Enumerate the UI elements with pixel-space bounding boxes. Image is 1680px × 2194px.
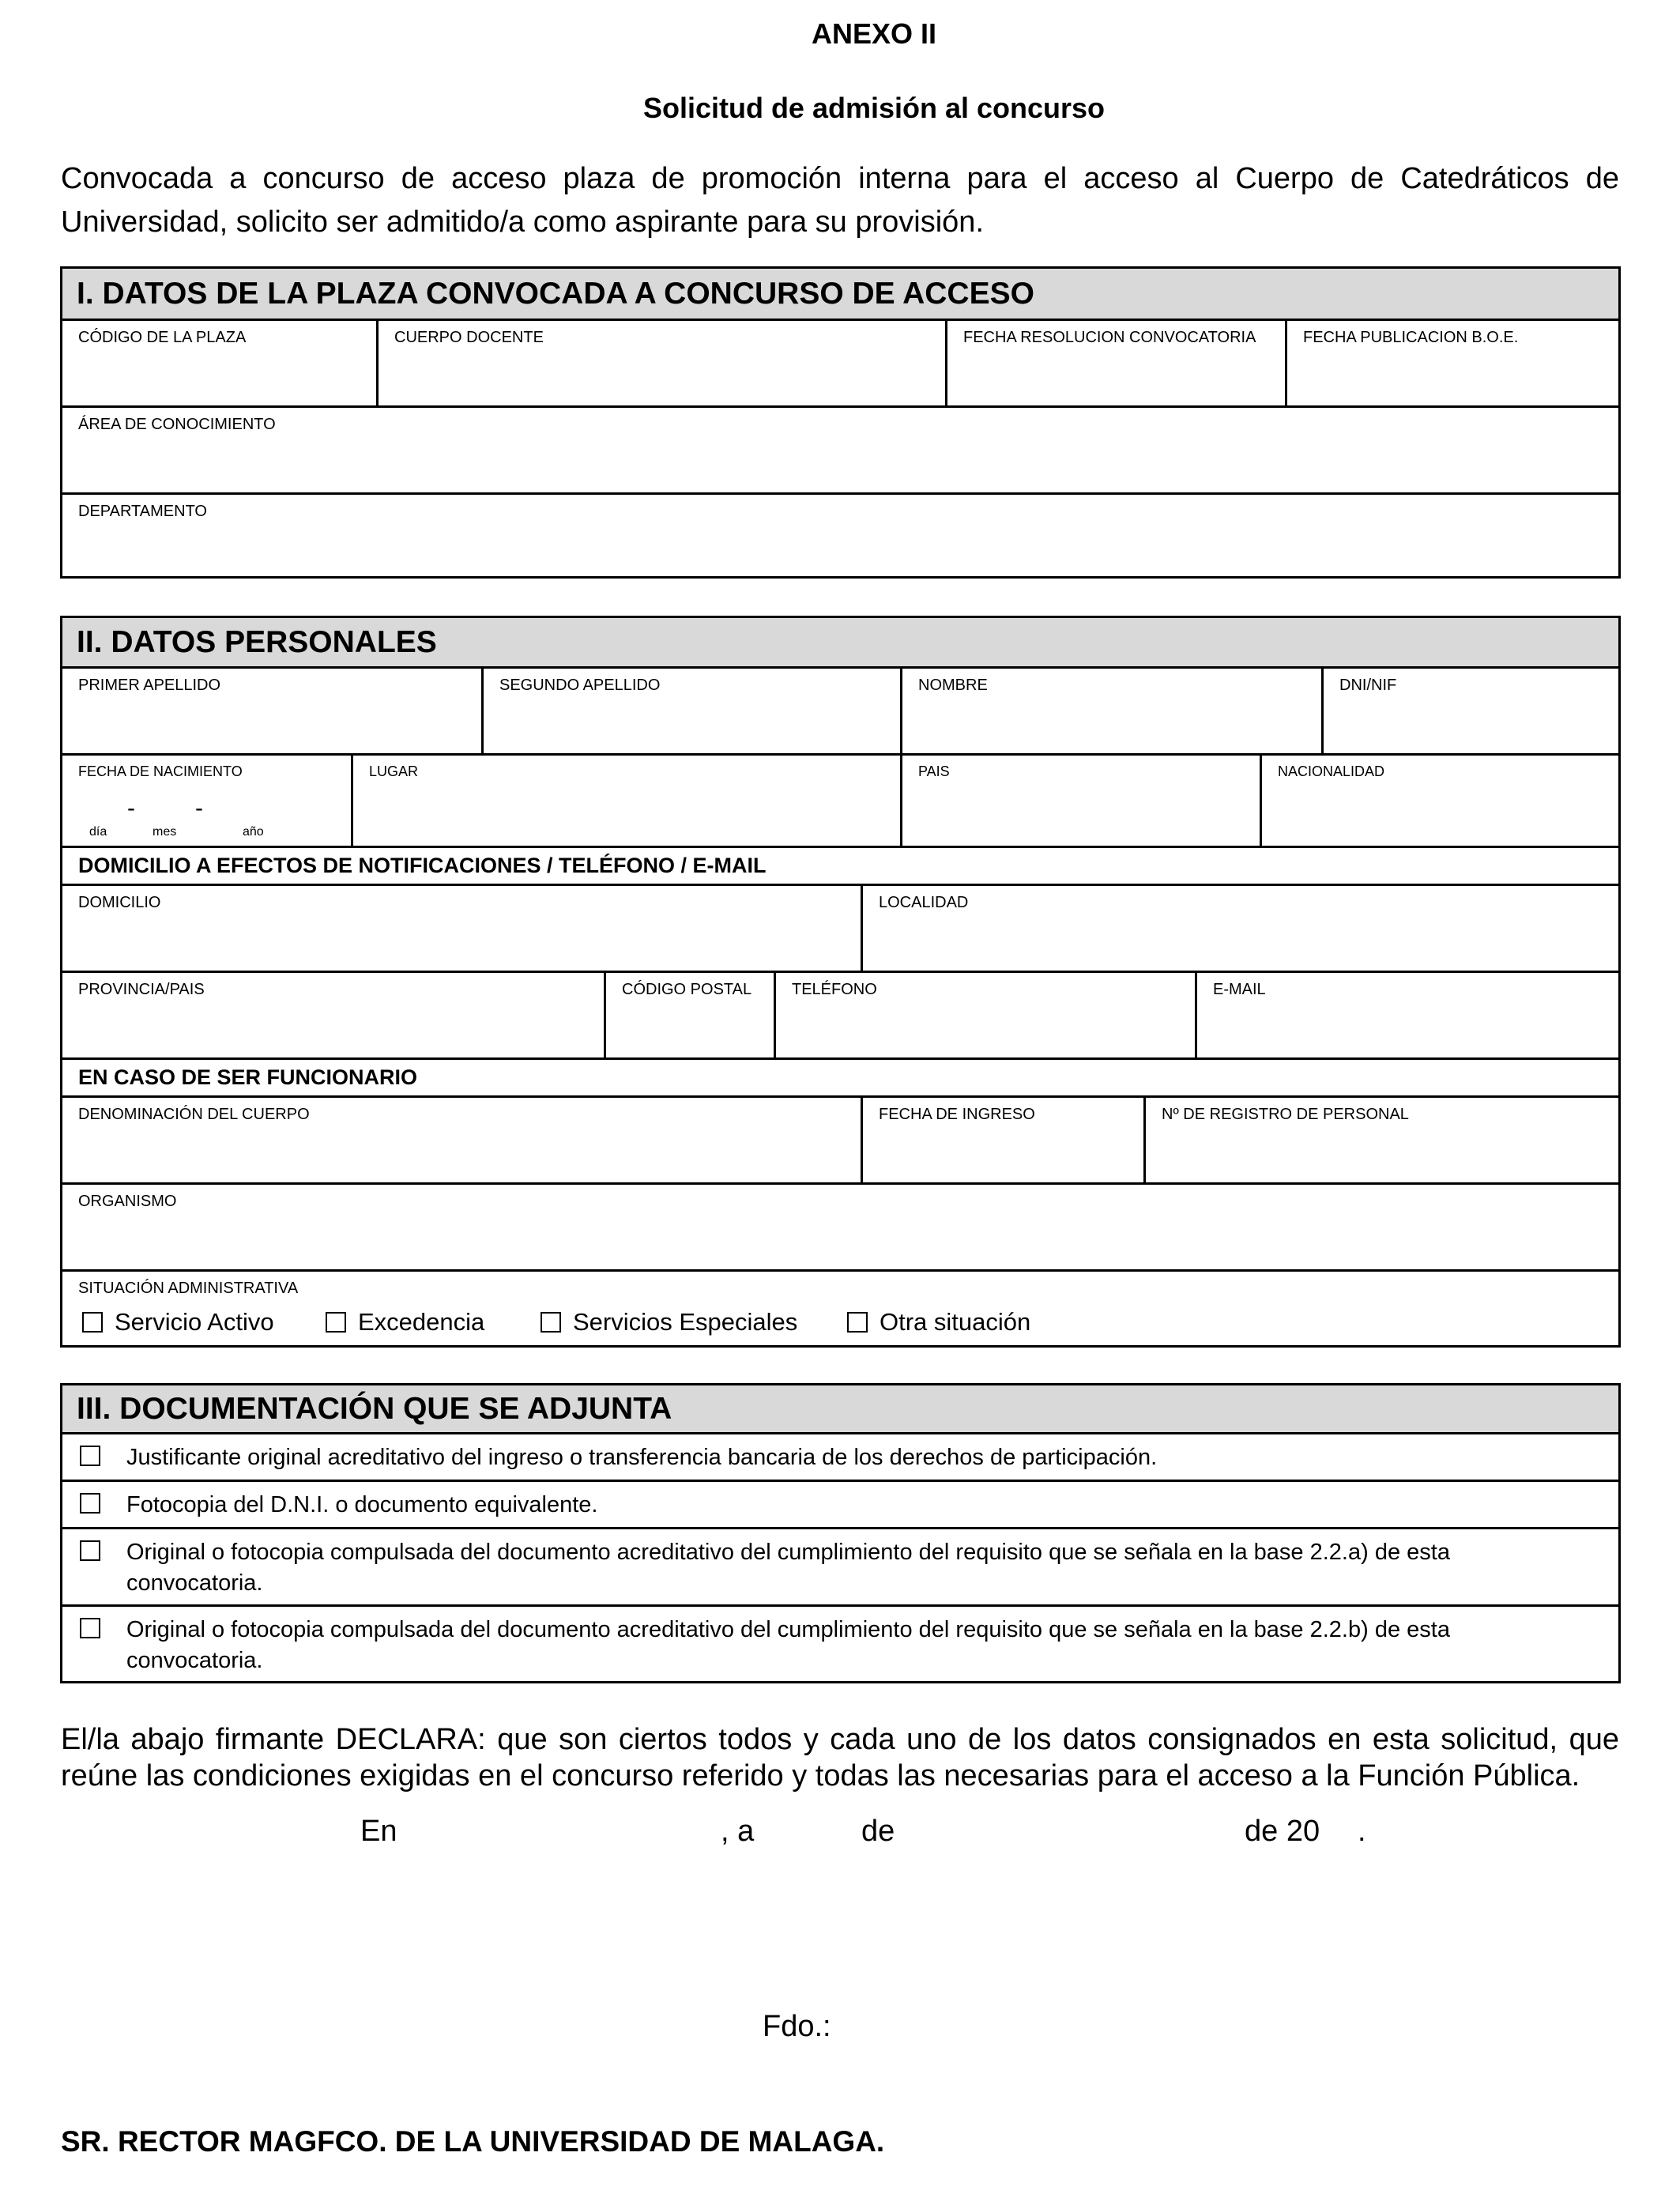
fecha-resolucion-field[interactable] — [945, 321, 1285, 405]
recipient: SR. RECTOR MAGFCO. DE LA UNIVERSIDAD DE MALAGA. — [61, 2125, 885, 2158]
option-excedencia[interactable] — [326, 1308, 484, 1336]
checkbox[interactable] — [80, 1446, 100, 1466]
dia-label: día — [89, 825, 107, 839]
area-conocimiento-label: ÁREA DE CONOCIMIENTO — [78, 416, 276, 433]
personal-row-3 — [62, 886, 1618, 973]
date-de-20: de 20 — [1245, 1815, 1320, 1848]
fecha-ingreso-label: FECHA DE INGRESO — [879, 1106, 1035, 1123]
nombre-field[interactable] — [900, 669, 1321, 753]
doc-item — [62, 1482, 1618, 1529]
fecha-ingreso-field[interactable] — [861, 1098, 1143, 1182]
checkbox[interactable] — [80, 1493, 100, 1514]
departamento-label: DEPARTAMENTO — [78, 503, 207, 520]
codigo-plaza-label: CÓDIGO DE LA PLAZA — [78, 329, 247, 346]
codigo-postal-field[interactable] — [604, 973, 774, 1057]
checkbox[interactable] — [80, 1618, 100, 1638]
checkbox[interactable] — [847, 1312, 868, 1333]
domicilio-subheader-text: DOMICILIO A EFECTOS DE NOTIFICACIONES / TELÉFONO / E-MAIL — [78, 854, 767, 877]
option-label: Otra situación — [880, 1308, 1031, 1336]
doc-item — [62, 1529, 1618, 1607]
provincia-field[interactable] — [62, 973, 604, 1057]
codigo-plaza-field[interactable] — [62, 321, 376, 405]
domicilio-subheader — [62, 848, 1618, 886]
dni-field[interactable] — [1321, 669, 1618, 753]
provincia-label: PROVINCIA/PAIS — [78, 981, 205, 998]
date-separator: - — [127, 795, 135, 821]
dni-label: DNI/NIF — [1339, 677, 1397, 694]
denominacion-cuerpo-label: DENOMINACIÓN DEL CUERPO — [78, 1106, 310, 1123]
option-label: Servicios Especiales — [573, 1308, 798, 1336]
denominacion-cuerpo-field[interactable] — [62, 1098, 861, 1182]
organismo-field[interactable] — [62, 1185, 1618, 1272]
doc-item-text: Fotocopia del D.N.I. o documento equivalente. — [126, 1492, 598, 1517]
personal-row-1 — [62, 669, 1618, 756]
cuerpo-docente-label: CUERPO DOCENTE — [394, 329, 544, 346]
primer-apellido-label: PRIMER APELLIDO — [78, 677, 221, 694]
situacion-label: SITUACIÓN ADMINISTRATIVA — [78, 1280, 299, 1297]
place-a: , a — [721, 1815, 755, 1848]
doc-item — [62, 1434, 1618, 1482]
personal-row-2 — [62, 756, 1618, 848]
telefono-label: TELÉFONO — [792, 981, 877, 998]
personal-row-5 — [62, 1098, 1618, 1185]
option-servicio-activo[interactable] — [82, 1308, 274, 1336]
localidad-label: LOCALIDAD — [879, 894, 969, 911]
option-servicios-especiales[interactable] — [541, 1308, 797, 1336]
segundo-apellido-label: SEGUNDO APELLIDO — [499, 677, 661, 694]
doc-item — [62, 1607, 1618, 1681]
section-documentacion — [60, 1383, 1621, 1683]
checkbox[interactable] — [541, 1312, 561, 1333]
doc-item-text: Justificante original acreditativo del ingreso o transferencia bancaria de los derechos de participación. — [126, 1445, 1158, 1470]
codigo-postal-label: CÓDIGO POSTAL — [622, 981, 752, 998]
personal-row-4 — [62, 973, 1618, 1060]
fecha-resolucion-label: FECHA RESOLUCION CONVOCATORIA — [963, 329, 1256, 346]
cuerpo-docente-field[interactable] — [376, 321, 945, 405]
domicilio-field[interactable] — [62, 886, 861, 971]
option-otra-situacion[interactable] — [847, 1308, 1030, 1336]
nacionalidad-label: NACIONALIDAD — [1278, 763, 1385, 779]
date-de: de — [861, 1815, 895, 1848]
intro-paragraph: Convocada a concurso de acceso plaza de promoción interna para el acceso al Cuerpo de Catedráticos de Universidad, solicito ser admitido/a como aspirante para su provisión. — [61, 162, 1619, 239]
fecha-publicacion-label: FECHA PUBLICACION B.O.E. — [1303, 329, 1519, 346]
checkbox[interactable] — [82, 1312, 103, 1333]
lugar-label: LUGAR — [369, 763, 419, 779]
form-subtitle: Solicitud de admisión al concurso — [642, 92, 1106, 124]
segundo-apellido-field[interactable] — [481, 669, 900, 753]
email-label: E-MAIL — [1213, 981, 1266, 998]
primer-apellido-field[interactable] — [62, 669, 481, 753]
date-dot: . — [1358, 1815, 1366, 1848]
signature-label: Fdo.: — [763, 2010, 831, 2043]
pais-label: PAIS — [918, 763, 950, 779]
telefono-field[interactable] — [774, 973, 1195, 1057]
fecha-publicacion-field[interactable] — [1285, 321, 1618, 405]
section-plaza — [60, 266, 1621, 579]
section-personal — [60, 616, 1621, 1348]
section-documentacion-header: III. DOCUMENTACIÓN QUE SE ADJUNTA — [62, 1385, 1618, 1434]
doc-item-text: Original o fotocopia compulsada del documento acreditativo del cumplimiento del requisito que se señala en la base 2.2.b) de esta convocatoria. — [126, 1617, 1450, 1673]
funcionario-subheader-text: EN CASO DE SER FUNCIONARIO — [78, 1065, 418, 1089]
checkbox[interactable] — [80, 1540, 100, 1561]
lugar-field[interactable] — [351, 756, 900, 846]
checkbox[interactable] — [326, 1312, 346, 1333]
area-conocimiento-field[interactable] — [62, 408, 1618, 495]
organismo-label: ORGANISMO — [78, 1193, 177, 1210]
email-field[interactable] — [1195, 973, 1618, 1057]
section-plaza-header: I. DATOS DE LA PLAZA CONVOCADA A CONCURSO DE ACCESO — [62, 269, 1618, 321]
registro-personal-label: Nº DE REGISTRO DE PERSONAL — [1162, 1106, 1409, 1123]
declaration-text: El/la abajo firmante DECLARA: que son ciertos todos y cada uno de los datos consignados en esta solicitud, que reúne las condiciones exigidas en el concurso referido y todas las necesarias para el acceso a la Función Pública. — [61, 1723, 1619, 1793]
place-en: En — [360, 1815, 397, 1848]
annex-title: ANEXO II — [811, 17, 937, 50]
plaza-row-1 — [62, 321, 1618, 408]
situacion-administrativa — [62, 1272, 1618, 1345]
departamento-field[interactable] — [62, 495, 1618, 576]
doc-item-text: Original o fotocopia compulsada del documento acreditativo del cumplimiento del requisito que se señala en la base 2.2.a) de esta convocatoria. — [126, 1540, 1450, 1596]
nacionalidad-field[interactable] — [1260, 756, 1618, 846]
anio-label: año — [243, 825, 264, 839]
localidad-field[interactable] — [861, 886, 1618, 971]
pais-field[interactable] — [900, 756, 1260, 846]
fecha-nacimiento-label: FECHA DE NACIMIENTO — [78, 763, 243, 779]
domicilio-label: DOMICILIO — [78, 894, 161, 911]
option-label: Servicio Activo — [115, 1308, 274, 1336]
mes-label: mes — [153, 825, 177, 839]
funcionario-subheader — [62, 1060, 1618, 1098]
option-label: Excedencia — [358, 1308, 485, 1336]
date-separator: - — [195, 795, 203, 821]
registro-personal-field[interactable] — [1143, 1098, 1618, 1182]
fecha-nacimiento-field[interactable] — [62, 756, 351, 846]
section-personal-header: II. DATOS PERSONALES — [62, 618, 1618, 669]
nombre-label: NOMBRE — [918, 677, 988, 694]
